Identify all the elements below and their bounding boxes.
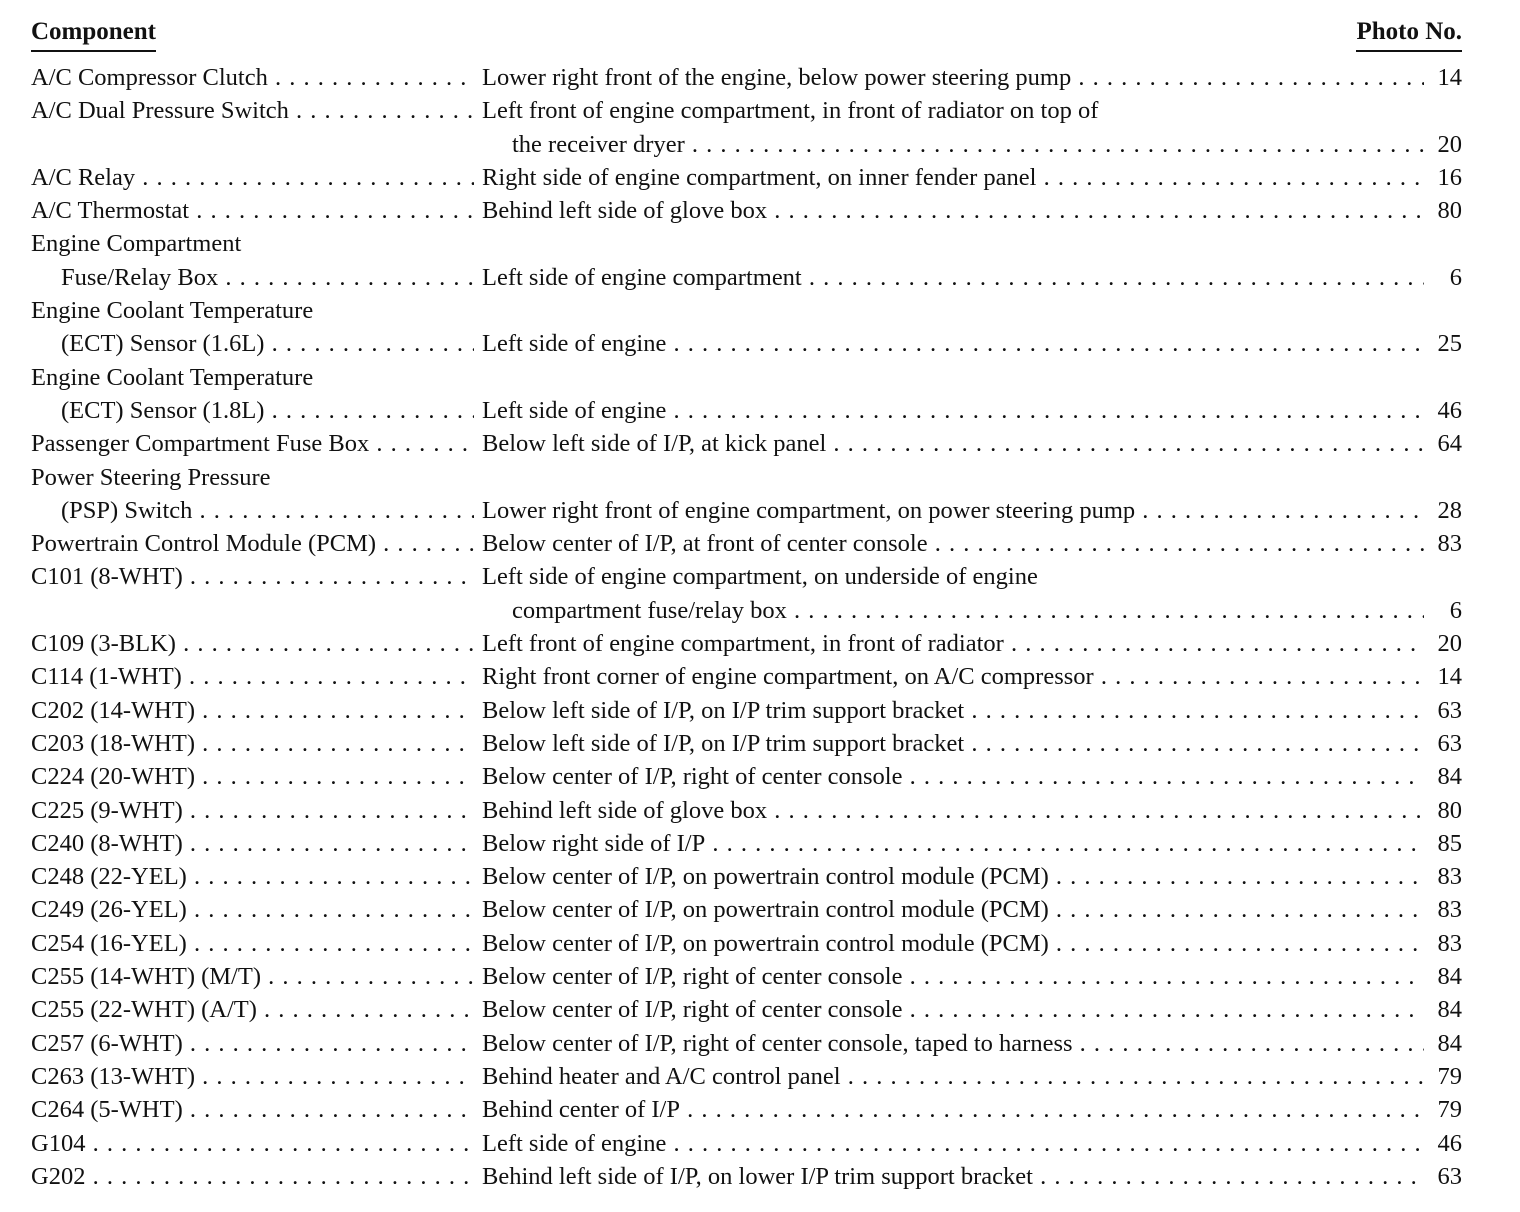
table-row	[0, 394, 1520, 427]
photo-number: 63	[1437, 696, 1462, 724]
photo-number: 46	[1437, 1129, 1462, 1157]
component-name	[31, 527, 474, 560]
component-name	[31, 827, 474, 860]
component-name	[31, 294, 631, 327]
component-name	[61, 494, 474, 527]
component-name	[31, 1060, 474, 1093]
component-name	[31, 660, 474, 693]
photo-number: 25	[1437, 330, 1462, 358]
photo-number: 20	[1437, 130, 1462, 158]
component-name	[31, 1127, 474, 1160]
location-description	[482, 760, 1424, 793]
location-description	[512, 128, 1424, 161]
location-description	[482, 161, 1424, 194]
table-row	[0, 161, 1520, 194]
photo-number: 84	[1437, 763, 1462, 791]
photo-number: 83	[1437, 863, 1462, 891]
table-row	[0, 794, 1520, 827]
component-name-text: Engine Coolant Temperature	[31, 297, 314, 325]
table-row	[0, 694, 1520, 727]
table-row	[0, 893, 1520, 926]
component-name-text: G202	[31, 1162, 86, 1190]
location-text: Below center of I/P, at front of center console	[482, 530, 928, 558]
location-description	[482, 427, 1424, 460]
table-row	[0, 727, 1520, 760]
component-name	[31, 560, 474, 593]
location-description	[482, 94, 1424, 127]
component-name-text: C109 (3-BLK)	[31, 630, 176, 658]
table-row	[0, 461, 1520, 494]
component-name	[31, 94, 474, 127]
component-name	[31, 461, 631, 494]
location-description	[482, 394, 1424, 427]
component-name-text: C240 (8-WHT)	[31, 829, 183, 857]
location-description	[482, 627, 1424, 660]
photo-number-column-header: Photo No.	[1356, 14, 1462, 52]
location-text: Behind heater and A/C control panel	[482, 1062, 841, 1090]
table-row	[0, 1160, 1520, 1193]
location-description	[482, 1127, 1424, 1160]
photo-number: 6	[1449, 263, 1462, 291]
component-name	[31, 727, 474, 760]
component-name-text: A/C Thermostat	[31, 197, 190, 225]
component-name	[31, 993, 474, 1026]
component-name-text: C257 (6-WHT)	[31, 1029, 183, 1057]
location-description	[482, 794, 1424, 827]
location-description	[512, 594, 1424, 627]
table-row	[0, 594, 1520, 627]
location-text: Below left side of I/P, on I/P trim support bracket	[482, 729, 965, 757]
component-name-text: C114 (1-WHT)	[31, 663, 182, 691]
component-name-text: A/C Relay	[31, 163, 136, 191]
table-row	[0, 1027, 1520, 1060]
location-description	[482, 61, 1424, 94]
location-text: Below center of I/P, right of center console, taped to harness	[482, 1029, 1073, 1057]
component-name-text: C248 (22-YEL)	[31, 863, 187, 891]
location-text: Left side of engine compartment	[482, 263, 802, 291]
photo-number: 80	[1437, 197, 1462, 225]
component-name	[31, 960, 474, 993]
location-description	[482, 527, 1424, 560]
location-description	[482, 560, 1424, 593]
location-description	[482, 1160, 1424, 1193]
location-text: Left side of engine compartment, on underside of engine	[482, 563, 1038, 591]
photo-number: 83	[1437, 530, 1462, 558]
location-description	[482, 327, 1424, 360]
component-name-text: C263 (13-WHT)	[31, 1062, 195, 1090]
table-row	[0, 327, 1520, 360]
location-text: Behind left side of glove box	[482, 197, 768, 225]
table-row	[0, 1060, 1520, 1093]
component-name	[31, 694, 474, 727]
table-row	[0, 527, 1520, 560]
photo-number: 14	[1437, 663, 1462, 691]
component-name-text: G104	[31, 1129, 86, 1157]
location-text: Below center of I/P, right of center console	[482, 996, 903, 1024]
photo-number: 80	[1437, 796, 1462, 824]
photo-number: 79	[1437, 1062, 1462, 1090]
location-description	[482, 960, 1424, 993]
component-name	[31, 194, 474, 227]
photo-number: 16	[1437, 163, 1462, 191]
table-row	[0, 860, 1520, 893]
component-name-text: C264 (5-WHT)	[31, 1096, 183, 1124]
component-name	[31, 893, 474, 926]
component-name-text: C225 (9-WHT)	[31, 796, 183, 824]
location-description	[482, 1060, 1424, 1093]
component-name	[31, 361, 631, 394]
location-text: Behind left side of I/P, on lower I/P trim support bracket	[482, 1162, 1033, 1190]
component-name-text: A/C Dual Pressure Switch	[31, 97, 289, 125]
table-row	[0, 94, 1520, 127]
location-description	[482, 1027, 1424, 1060]
photo-number: 14	[1437, 64, 1462, 91]
table-row	[0, 627, 1520, 660]
location-description	[482, 993, 1424, 1026]
location-description	[482, 261, 1424, 294]
component-name	[31, 227, 631, 260]
location-text: the receiver dryer	[512, 130, 685, 158]
photo-number: 63	[1437, 1162, 1462, 1190]
location-text: Left front of engine compartment, in front of radiator on top of	[482, 97, 1099, 125]
table-row	[0, 927, 1520, 960]
table-row	[0, 827, 1520, 860]
component-name	[31, 427, 474, 460]
table-row	[0, 294, 1520, 327]
table-row	[0, 128, 1520, 161]
component-name-text: C255 (14-WHT) (M/T)	[31, 963, 261, 991]
location-text: Below right side of I/P	[482, 829, 706, 857]
location-description	[482, 660, 1424, 693]
table-row	[0, 261, 1520, 294]
table-row	[0, 760, 1520, 793]
location-text: Below left side of I/P, at kick panel	[482, 430, 827, 458]
photo-number: 84	[1437, 1029, 1462, 1057]
table-row	[0, 660, 1520, 693]
component-name	[31, 760, 474, 793]
component-name-text: (ECT) Sensor (1.6L)	[61, 330, 265, 358]
location-description	[482, 893, 1424, 926]
location-text: Behind center of I/P	[482, 1096, 680, 1124]
location-text: Below center of I/P, right of center console	[482, 763, 903, 791]
component-name	[31, 161, 474, 194]
location-description	[482, 827, 1424, 860]
table-row	[0, 361, 1520, 394]
table-row	[0, 1093, 1520, 1126]
location-text: Lower right front of the engine, below power steering pump	[482, 64, 1072, 91]
component-name	[61, 261, 474, 294]
component-name-text: Engine Compartment	[31, 230, 242, 258]
table-row	[0, 993, 1520, 1026]
component-name-text: (PSP) Switch	[61, 496, 193, 524]
location-description	[482, 194, 1424, 227]
table-body	[0, 61, 1520, 1193]
location-text: Below left side of I/P, on I/P trim support bracket	[482, 696, 965, 724]
component-name-text: C254 (16-YEL)	[31, 929, 187, 957]
component-name-text: C249 (26-YEL)	[31, 896, 187, 924]
location-description	[482, 494, 1424, 527]
location-text: Behind left side of glove box	[482, 796, 768, 824]
location-text: Below center of I/P, on powertrain control module (PCM)	[482, 896, 1049, 924]
photo-number: 85	[1437, 829, 1462, 857]
table-row	[0, 227, 1520, 260]
location-text: Below center of I/P, on powertrain control module (PCM)	[482, 929, 1049, 957]
component-name	[31, 794, 474, 827]
photo-number: 83	[1437, 929, 1462, 957]
component-name	[31, 1093, 474, 1126]
component-name-text: C202 (14-WHT)	[31, 696, 195, 724]
location-description	[482, 927, 1424, 960]
location-text: Left side of engine	[482, 396, 667, 424]
location-description	[482, 1093, 1424, 1126]
table-row	[0, 560, 1520, 593]
photo-number: 84	[1437, 996, 1462, 1024]
table-row	[0, 1127, 1520, 1160]
component-name-text: C255 (22-WHT) (A/T)	[31, 996, 257, 1024]
component-name-text: Powertrain Control Module (PCM)	[31, 530, 377, 558]
table-row	[0, 194, 1520, 227]
location-text: Left side of engine	[482, 330, 667, 358]
component-name	[61, 394, 474, 427]
table-row	[0, 960, 1520, 993]
component-name	[31, 627, 474, 660]
table-row	[0, 61, 1520, 94]
location-text: Right front corner of engine compartment, on A/C compressor	[482, 663, 1094, 691]
component-name-text: A/C Compressor Clutch	[31, 64, 268, 91]
component-name-text: Engine Coolant Temperature	[31, 363, 314, 391]
component-name-text: C101 (8-WHT)	[31, 563, 183, 591]
location-text: Left front of engine compartment, in front of radiator	[482, 630, 1004, 658]
component-name-text: C203 (18-WHT)	[31, 729, 195, 757]
table-row	[0, 427, 1520, 460]
photo-number: 64	[1437, 430, 1462, 458]
photo-number: 83	[1437, 896, 1462, 924]
component-name	[61, 327, 474, 360]
component-name	[31, 1027, 474, 1060]
location-text: Below center of I/P, on powertrain control module (PCM)	[482, 863, 1049, 891]
location-text: Left side of engine	[482, 1129, 667, 1157]
photo-number: 6	[1449, 596, 1462, 624]
photo-number: 63	[1437, 729, 1462, 757]
location-description	[482, 694, 1424, 727]
location-text: Right side of engine compartment, on inner fender panel	[482, 163, 1037, 191]
table-row	[0, 494, 1520, 527]
component-name-text: (ECT) Sensor (1.8L)	[61, 396, 265, 424]
photo-number: 28	[1437, 496, 1462, 524]
component-name-text: Passenger Compartment Fuse Box	[31, 430, 370, 458]
photo-number: 79	[1437, 1096, 1462, 1124]
component-name	[31, 1160, 474, 1193]
photo-number: 46	[1437, 396, 1462, 424]
photo-number: 20	[1437, 630, 1462, 658]
location-text: compartment fuse/relay box	[512, 596, 787, 624]
component-name	[31, 860, 474, 893]
photo-number: 84	[1437, 963, 1462, 991]
component-name-text: Fuse/Relay Box	[61, 263, 219, 291]
component-column-header: Component	[31, 14, 156, 52]
component-name-text: C224 (20-WHT)	[31, 763, 195, 791]
location-text: Below center of I/P, right of center console	[482, 963, 903, 991]
component-name-text: Power Steering Pressure	[31, 463, 271, 491]
component-name	[31, 927, 474, 960]
location-description	[482, 727, 1424, 760]
location-text: Lower right front of engine compartment, on power steering pump	[482, 496, 1136, 524]
component-name	[31, 61, 474, 94]
location-description	[482, 860, 1424, 893]
